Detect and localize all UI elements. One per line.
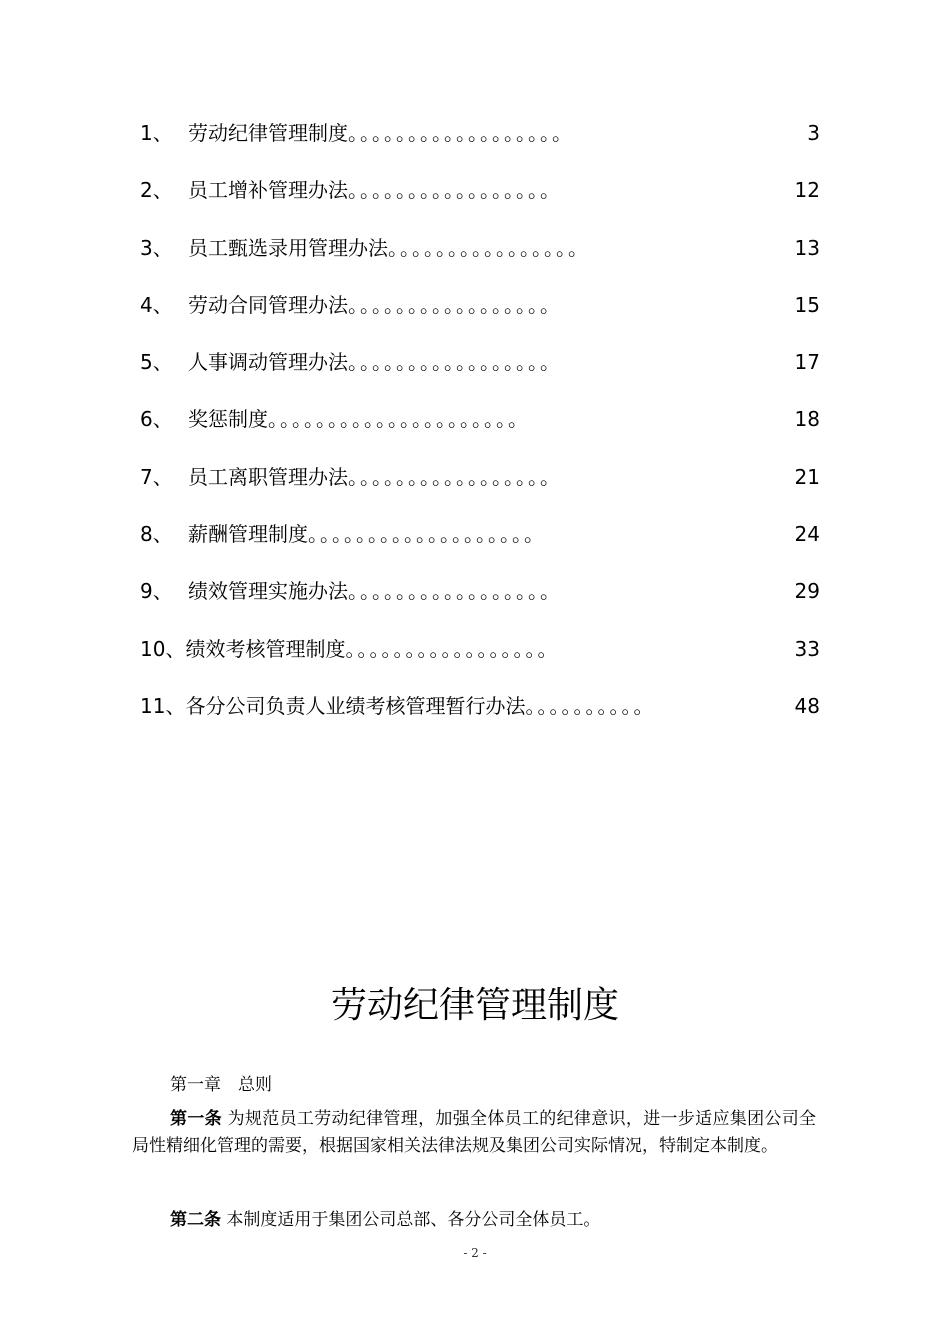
article-1 [132, 1106, 816, 1160]
toc-entry-page: 24 [794, 522, 820, 547]
toc-entry-title: 员工增补管理办法 [188, 178, 348, 203]
toc-entry-leader: 。。。。。。。。。。。。。。。。。。。。。 [268, 407, 530, 432]
toc-entry-page: 21 [794, 464, 820, 489]
toc-entry-page: 48 [794, 693, 820, 718]
toc-entry-page: 3 [807, 121, 820, 145]
toc-entry[interactable] [140, 402, 820, 459]
toc-entry[interactable] [140, 288, 820, 345]
toc-entry-number: 1、 [140, 121, 173, 145]
article-2-text: 本制度适用于集团公司总部、各分公司全体员工。 [221, 1210, 601, 1230]
toc-entry-number: 4、 [140, 292, 173, 317]
toc-entry-leader: 。。。。。。。。。。。。。。。。。 [348, 579, 562, 604]
page-number: - 2 - [463, 1246, 487, 1260]
toc-entry-leader: 。。。。。。。。。。。。。。。。。 [348, 292, 562, 317]
toc-entry-title: 员工甄选录用管理办法 [188, 235, 388, 260]
document-title: 劳动纪律管理制度 [330, 985, 619, 1026]
toc-entry-number: 10、 [140, 636, 186, 661]
toc-entry-title: 员工离职管理办法 [188, 464, 348, 489]
toc-entry-leader: 。。。。。。。。。。 [525, 693, 656, 718]
toc-entry-title: 劳动纪律管理制度 [188, 121, 348, 145]
toc-entry-page: 18 [794, 407, 820, 432]
toc-entry-page: 29 [794, 579, 820, 604]
toc-entry-number: 2、 [140, 178, 173, 203]
toc-entry-leader: 。。。。。。。。。。。。。。。。。 [348, 350, 562, 375]
toc-entry-leader: 。。。。。。。。。。。。。。。。。 [348, 178, 562, 203]
toc-entry[interactable] [140, 231, 820, 288]
toc-entry[interactable] [140, 517, 820, 574]
toc-entry-page: 33 [794, 636, 820, 661]
toc-entry-page: 13 [794, 235, 820, 260]
toc-entry-title: 绩效考核管理制度 [185, 636, 346, 661]
toc-entry-number: 7、 [140, 464, 173, 489]
toc-entry-number: 6、 [140, 407, 173, 432]
toc-entry-title: 绩效管理实施办法 [188, 579, 348, 604]
toc-entry-leader: 。。。。。。。。。。。。。。。。。 [345, 636, 560, 661]
toc-entry-title: 人事调动管理办法 [188, 350, 348, 375]
toc-entry-page: 15 [794, 292, 820, 317]
toc-entry-number: 9、 [140, 579, 173, 604]
article-2-label: 第二条 [170, 1210, 221, 1230]
toc-entry-leader: 。。。。。。。。。。。。。。。。。。。 [308, 522, 546, 547]
toc-entry[interactable] [140, 345, 820, 402]
toc-entry-number: 8、 [140, 522, 173, 547]
toc-entry[interactable] [140, 574, 820, 631]
toc-entry-title: 薪酬管理制度 [188, 522, 308, 547]
article-1-label: 第一条 [170, 1109, 222, 1129]
toc-entry-leader: 。。。。。。。。。。。。。。。。。。 [348, 121, 574, 145]
toc-entry-title: 劳动合同管理办法 [188, 292, 348, 317]
toc-entry-leader: 。。。。。。。。。。。。。。。。 [388, 235, 590, 260]
table-of-contents [140, 116, 820, 746]
chapter-heading: 第一章 总则 [170, 1075, 272, 1095]
toc-entry-leader: 。。。。。。。。。。。。。。。。。 [348, 464, 562, 489]
toc-entry[interactable] [140, 460, 820, 517]
toc-entry[interactable] [140, 632, 820, 689]
toc-entry[interactable] [140, 173, 820, 230]
toc-entry-page: 12 [794, 178, 820, 203]
toc-entry-number: 11、 [140, 693, 186, 718]
article-2 [132, 1207, 816, 1234]
toc-entry-number: 3、 [140, 235, 173, 260]
toc-entry[interactable] [140, 689, 820, 746]
toc-entry-page: 17 [794, 350, 820, 375]
toc-entry-title: 奖惩制度 [188, 407, 268, 432]
toc-entry-number: 5、 [140, 350, 173, 375]
article-1-text: 为规范员工劳动纪律管理，加强全体员工的纪律意识，进一步适应集团公司全局性精细化管理的需要，根据国家相关法律法规及集团公司实际情况，特制定本制度。 [132, 1109, 817, 1156]
toc-entry[interactable] [140, 116, 820, 173]
toc-entry-title: 各分公司负责人业绩考核管理暂行办法 [185, 693, 526, 718]
